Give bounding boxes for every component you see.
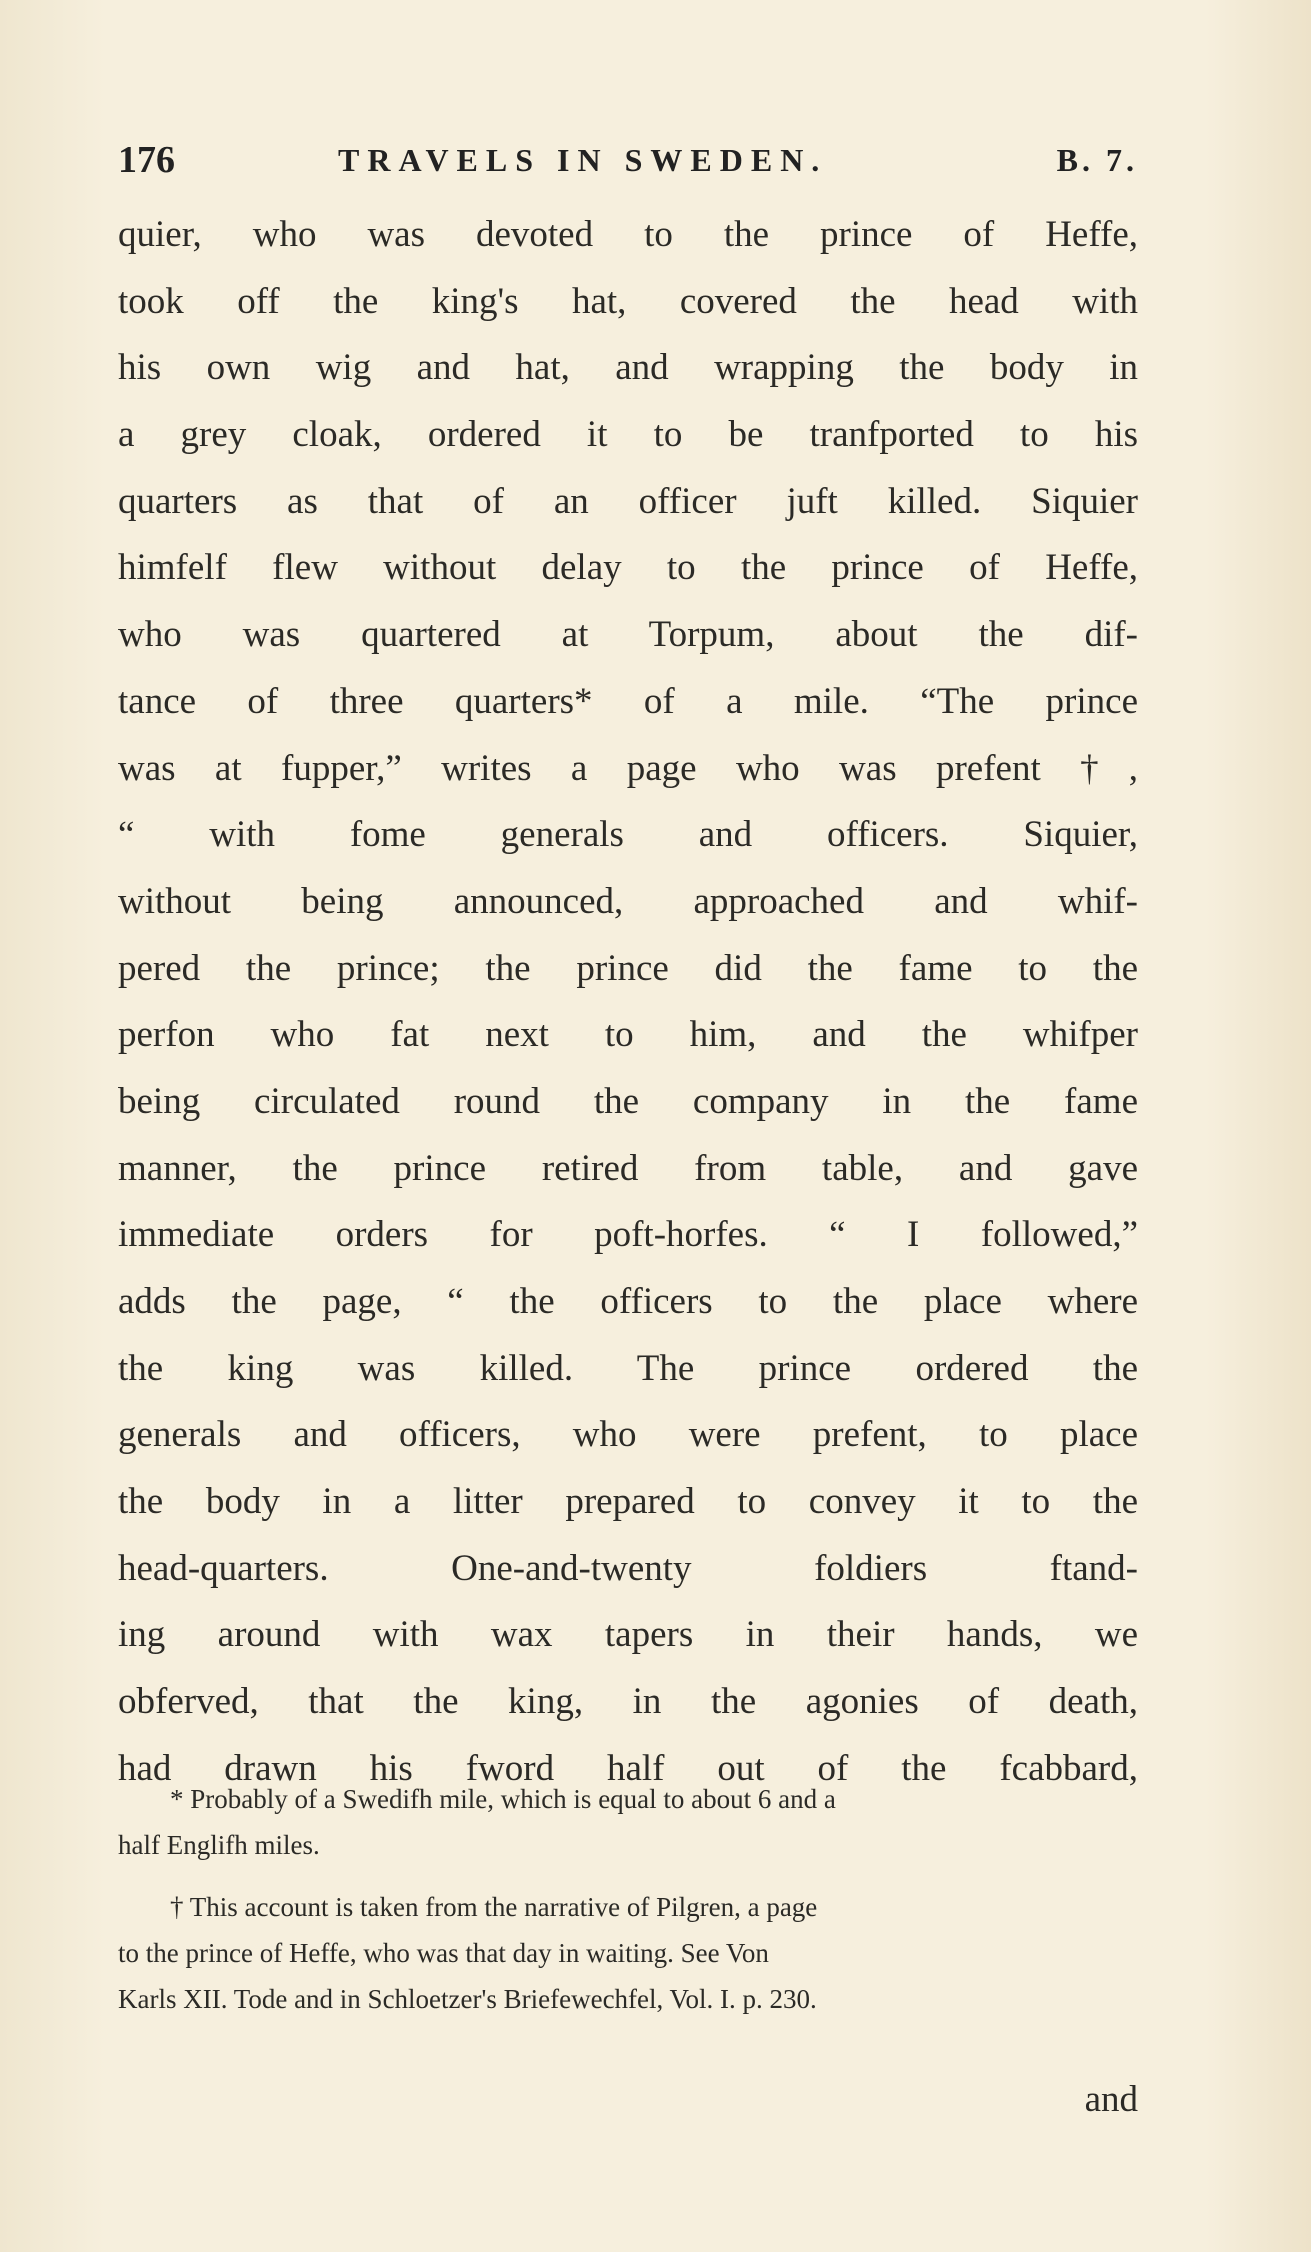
text-line: without being announced, approached and whif- bbox=[118, 880, 1138, 922]
running-header bbox=[118, 138, 1138, 198]
text-line: a grey cloak, ordered it to be tranfported to his bbox=[118, 414, 1138, 456]
text-line: “ with fome generals and officers. Siquier, bbox=[118, 814, 1138, 856]
text-line: ing around with wax tapers in their hands, we bbox=[118, 1614, 1138, 1656]
text-line: tance of three quarters* of a mile. “The prince bbox=[118, 680, 1138, 722]
text-line: quier, who was devoted to the prince of Heffe, bbox=[118, 214, 1138, 255]
text-line: was at fupper,” writes a page who was prefent †, bbox=[118, 747, 1138, 789]
text-line: had drawn his fword half out of the fcabbard, bbox=[118, 1747, 1138, 1789]
text-line: who was quartered at Torpum, about the dif- bbox=[118, 614, 1138, 656]
footnote-divider bbox=[118, 1760, 1138, 1761]
text-line: quarters as that of an officer juft killed. Siquier bbox=[118, 480, 1138, 522]
footnote-2-line: to the prince of Heffe, who was that day in waiting. See Von bbox=[118, 1938, 769, 1968]
running-title: TRAVELS IN SWEDEN. bbox=[338, 142, 828, 178]
text-line: generals and officers, who were prefent, to place bbox=[118, 1414, 1138, 1456]
footnote-1-line: half Englifh miles. bbox=[118, 1830, 320, 1860]
footnote-2-line: Karls XII. Tode and in Schloetzer's Briefewechfel, Vol. I. p. 230. bbox=[118, 1984, 817, 2014]
text-line: manner, the prince retired from table, and gave bbox=[118, 1147, 1138, 1189]
text-line: pered the prince; the prince did the fame to the bbox=[118, 947, 1138, 989]
footnotes bbox=[118, 1776, 1138, 2022]
footnote-1-line: * Probably of a Swedifh mile, which is equal to about 6 and a bbox=[170, 1784, 836, 1814]
text-line: head-quarters. One-and-twenty foldiers ftand- bbox=[118, 1547, 1138, 1589]
text-line: the king was killed. The prince ordered the bbox=[118, 1347, 1138, 1389]
text-line: being circulated round the company in the fame bbox=[118, 1080, 1138, 1122]
text-line: adds the page, “ the officers to the place where bbox=[118, 1281, 1138, 1322]
text-line: obferved, that the king, in the agonies of death, bbox=[118, 1681, 1138, 1723]
text-line: took off the king's hat, covered the head with bbox=[118, 280, 1138, 322]
text-line: perfon who fat next to him, and the whifper bbox=[118, 1014, 1138, 1056]
text-line: the body in a litter prepared to convey it to the bbox=[118, 1481, 1138, 1523]
footnote-2-line: † This account is taken from the narrative of Pilgren, a page bbox=[170, 1892, 818, 1922]
text-line: immediate orders for poft-horfes. “ I followed,” bbox=[118, 1214, 1138, 1256]
main-text bbox=[118, 202, 1138, 1803]
catchword: and bbox=[1084, 2079, 1138, 2120]
page-number: 176 bbox=[118, 139, 175, 181]
book-reference: B. 7. bbox=[1056, 142, 1138, 178]
text-line: his own wig and hat, and wrapping the body in bbox=[118, 347, 1138, 389]
text-line: himfelf flew without delay to the prince of Heffe, bbox=[118, 547, 1138, 589]
footnote-gap bbox=[118, 1868, 1138, 1884]
